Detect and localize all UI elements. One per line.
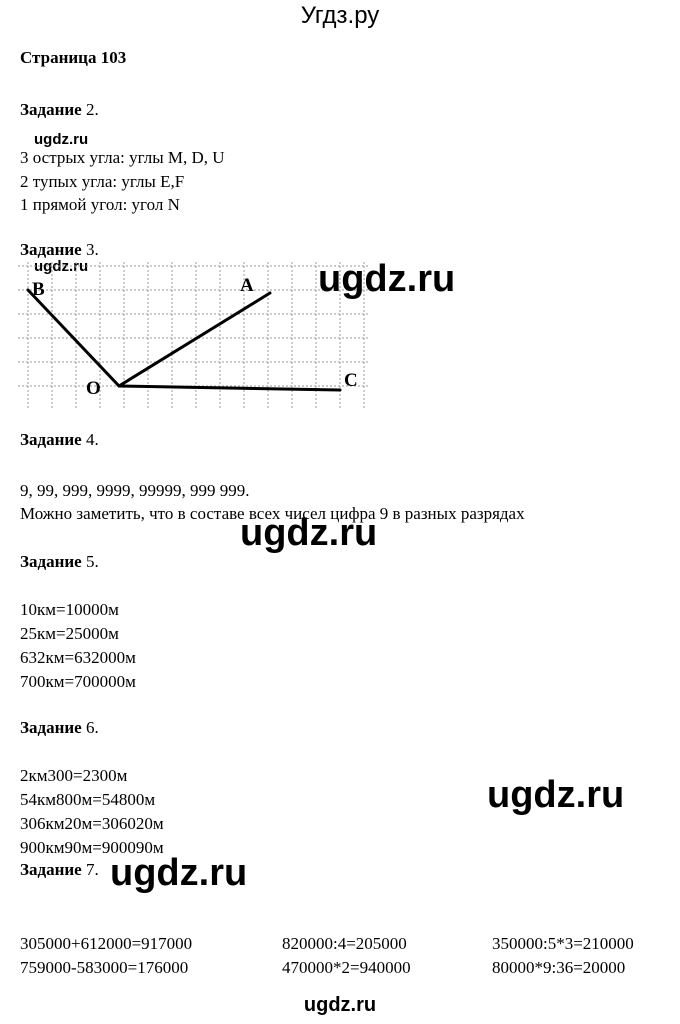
watermark-small: ugdz.ru [34, 131, 89, 148]
watermark-footer: ugdz.ru [303, 994, 377, 1016]
task-7-expression: 80000*9:36=20000 [492, 958, 626, 977]
task-2-line: 3 острых угла: углы M, D, U [20, 148, 225, 167]
watermark-big: ugdz.ru [110, 852, 248, 894]
task-number: 3. [85, 240, 99, 259]
task-3-heading [20, 240, 99, 260]
watermark-small: ugdz.ru [34, 258, 89, 275]
task-number: 4. [85, 430, 99, 449]
task-4-line: 9, 99, 999, 9999, 99999, 999 999. [20, 481, 250, 500]
task-7-expression: 470000*2=940000 [282, 958, 411, 977]
watermark-big: ugdz.ru [318, 258, 456, 300]
ray-ob [28, 290, 119, 386]
task-word: Задание [20, 860, 82, 879]
task-word: Задание [20, 718, 82, 737]
angle-rays [28, 290, 340, 390]
task-5-heading [20, 552, 99, 572]
task-number: 7. [85, 860, 99, 879]
task-7-heading [20, 860, 99, 880]
task-number: 5. [85, 552, 99, 571]
task-7-expression: 350000:5*3=210000 [492, 934, 634, 953]
task-7-expression: 759000-583000=176000 [20, 958, 189, 977]
point-label-a: A [240, 275, 254, 296]
task-6-line: 54км800м=54800м [20, 790, 156, 809]
task-5-line: 25км=25000м [20, 624, 119, 643]
task-4-heading [20, 430, 99, 450]
task-2-heading [20, 100, 99, 120]
point-label-b: B [32, 279, 45, 300]
task-2-line: 2 тупых угла: углы E,F [20, 172, 185, 191]
task-number: 2. [85, 100, 99, 119]
task-6-heading [20, 718, 99, 738]
page-heading: Страница 103 [20, 48, 127, 67]
site-title: Угдз.ру [300, 2, 380, 29]
task-5-line: 10км=10000м [20, 600, 119, 619]
ray-oa [119, 293, 270, 386]
point-label-o: O [86, 378, 101, 399]
task-word: Задание [20, 430, 82, 449]
task-2-line: 1 прямой угол: угол N [20, 195, 180, 214]
task-6-line: 306км20м=306020м [20, 814, 164, 833]
point-label-c: C [344, 370, 358, 391]
task-7-expression: 820000:4=205000 [282, 934, 407, 953]
task-word: Задание [20, 240, 82, 259]
task-word: Задание [20, 100, 82, 119]
watermark-big: ugdz.ru [487, 774, 625, 816]
task-4-line: Можно заметить, что в составе всех чисел цифра 9 в разных разрядах [20, 504, 525, 523]
task-word: Задание [20, 552, 82, 571]
watermark-big: ugdz.ru [240, 512, 378, 554]
task-number: 6. [85, 718, 99, 737]
task-5-line: 700км=700000м [20, 672, 136, 691]
task-5-line: 632км=632000м [20, 648, 136, 667]
task-6-line: 2км300=2300м [20, 766, 128, 785]
task-7-expression: 305000+612000=917000 [20, 934, 193, 953]
ray-oc [119, 386, 340, 390]
task-6-line: 900км90м=900090м [20, 838, 164, 857]
